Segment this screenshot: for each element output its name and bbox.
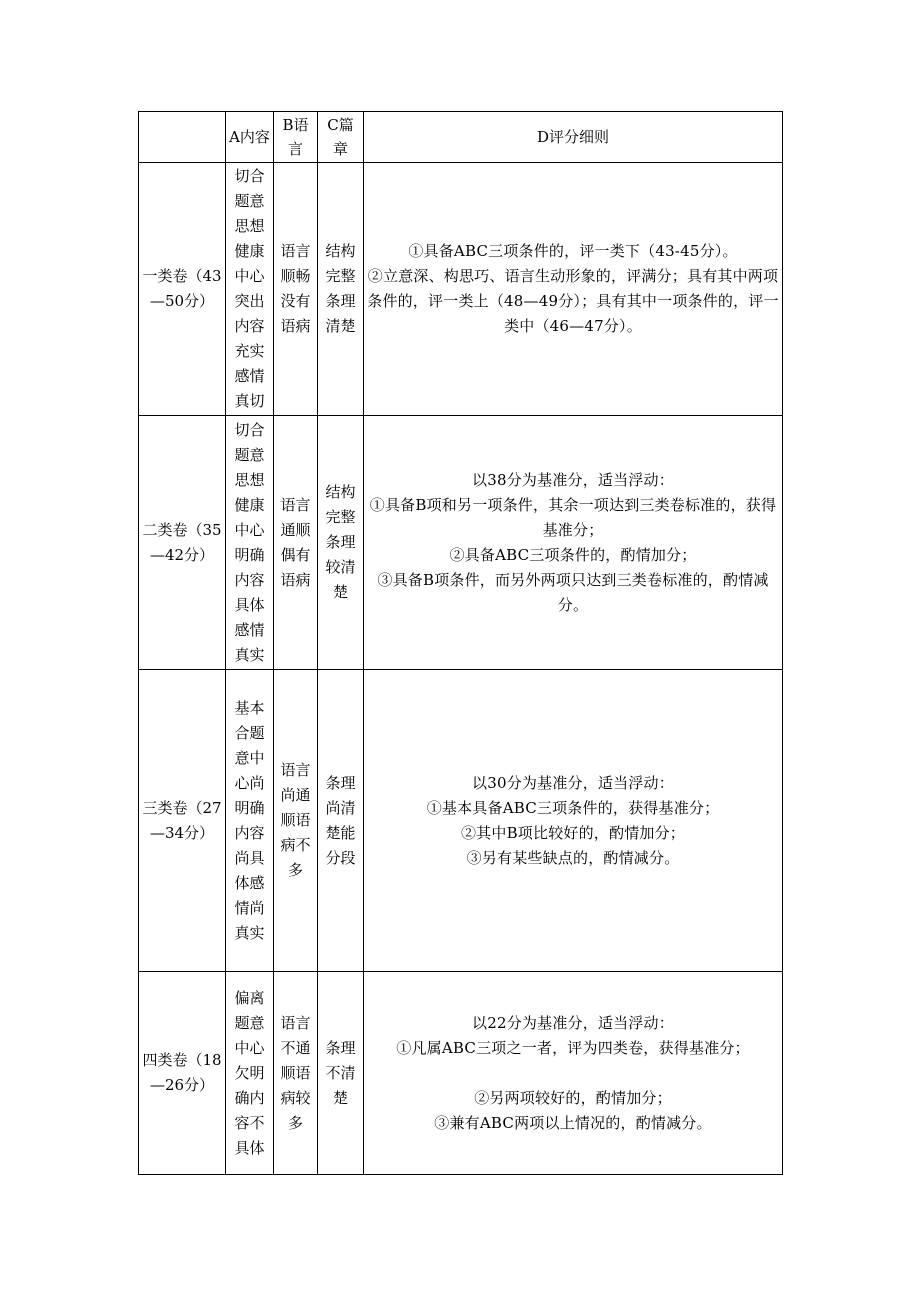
table-row (139, 670, 783, 972)
language-cell: 语言通顺偶有语病 (274, 416, 318, 670)
structure-cell: 条理不清楚 (318, 972, 364, 1175)
detail-cell: ①具备ABC三项条件的，评一类下（43-45分）。 ②立意深、构思巧、语言生动形象的，评满分；具有其中两项条件的，评一类上（48—49分）；具有其中一项条件的，评一类中（46—47分）。 (364, 163, 783, 416)
header-col-a: A内容 (226, 112, 274, 163)
content-cell: 偏离题意中心欠明确内容不具体 (226, 972, 274, 1175)
content-cell: 切合题意思想健康中心突出内容充实感情真切 (226, 163, 274, 416)
language-cell: 语言不通顺语病较多 (274, 972, 318, 1175)
header-row (139, 112, 783, 163)
structure-cell: 条理尚清楚能分段 (318, 670, 364, 972)
language-cell: 语言尚通顺语病不多 (274, 670, 318, 972)
header-col-c: C篇章 (318, 112, 364, 163)
table-row (139, 416, 783, 670)
detail-cell: 以30分为基准分，适当浮动： ①基本具备ABC三项条件的，获得基准分； ②其中B项比较好的，酌情加分； ③另有某些缺点的，酌情减分。 (364, 670, 783, 972)
structure-cell: 结构完整条理清楚 (318, 163, 364, 416)
table-row (139, 163, 783, 416)
detail-cell: 以38分为基准分，适当浮动： ①具备B项和另一项条件，其余一项达到三类卷标准的，获得基准分； ②具备ABC三项条件的，酌情加分； ③具备B项条件，而另外两项只达到三类卷标准的，酌情减分。 (364, 416, 783, 670)
content-cell: 基本合题意中心尚明确内容尚具体感情尚真实 (226, 670, 274, 972)
detail-cell: 以22分为基准分，适当浮动： ①凡属ABC三项之一者，评为四类卷，获得基准分； ②另两项较好的，酌情加分； ③兼有ABC两项以上情况的，酌情减分。 (364, 972, 783, 1175)
header-col-b: B语言 (274, 112, 318, 163)
header-col-d: D评分细则 (364, 112, 783, 163)
grade-cell: 三类卷（27—34分） (139, 670, 226, 972)
header-blank-cell (139, 112, 226, 163)
structure-cell: 结构完整条理较清楚 (318, 416, 364, 670)
content-cell: 切合题意思想健康中心明确内容具体感情真实 (226, 416, 274, 670)
grade-cell: 一类卷（43—50分） (139, 163, 226, 416)
grade-cell: 四类卷（18—26分） (139, 972, 226, 1175)
language-cell: 语言顺畅没有语病 (274, 163, 318, 416)
table-row (139, 972, 783, 1175)
grading-table (138, 111, 783, 1175)
grade-cell: 二类卷（35—42分） (139, 416, 226, 670)
